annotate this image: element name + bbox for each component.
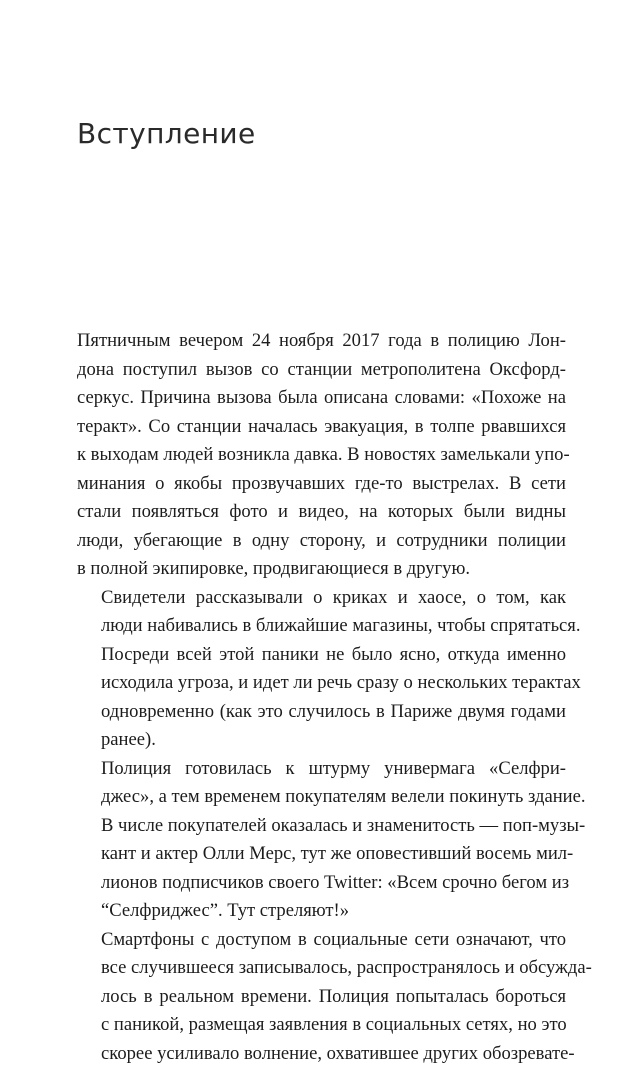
text-line: Полиция готовилась к штурму универмага «Селфри- [77, 755, 566, 784]
text-line: лионов подписчиков своего Twitter: «Всем срочно бегом из [77, 869, 566, 898]
text-line: стали появляться фото и видео, на которых были видны [77, 498, 566, 527]
text-line: Смартфоны с доступом в социальные сети означают, что [77, 926, 566, 955]
paragraph-3 [77, 755, 566, 926]
text-line: скорее усиливало волнение, охватившее других обозревате- [77, 1040, 566, 1068]
text-line: к выходам людей возникла давка. В новостях замелькали упо- [77, 441, 566, 470]
text-line: дона поступил вызов со станции метрополитена Оксфорд- [77, 356, 566, 385]
text-line: кант и актер Олли Мерс, тут же оповестивший восемь мил- [77, 840, 566, 869]
paragraph-1 [77, 327, 566, 584]
text-line: с паникой, размещая заявления в социальных сетях, но это [77, 1011, 566, 1040]
text-line: люди набивались в ближайшие магазины, чтобы спрятаться. [77, 612, 566, 641]
chapter-title: Вступление [77, 114, 256, 154]
text-line: исходила угроза, и идет ли речь сразу о нескольких терактах [77, 669, 566, 698]
text-line: люди, убегающие в одну сторону, и сотрудники полиции [77, 527, 566, 556]
text-line: ранее). [77, 726, 566, 755]
text-line: одновременно (как это случилось в Париже двумя годами [77, 698, 566, 727]
text-line: Пятничным вечером 24 ноября 2017 года в полицию Лон- [77, 327, 566, 356]
text-line: в полной экипировке, продвигающиеся в другую. [77, 555, 566, 584]
text-line: теракт». Со станции началась эвакуация, в толпе рвавшихся [77, 413, 566, 442]
text-line: минания о якобы прозвучавших где-то выстрелах. В сети [77, 470, 566, 499]
text-line: все случившееся записывалось, распространялось и обсужда- [77, 954, 566, 983]
text-line: Посреди всей этой паники не было ясно, откуда именно [77, 641, 566, 670]
text-line: серкус. Причина вызова была описана словами: «Похоже на [77, 384, 566, 413]
paragraph-4 [77, 926, 566, 1068]
text-line: Свидетели рассказывали о криках и хаосе, о том, как [77, 584, 566, 613]
body-text [77, 327, 566, 1068]
text-line: джес», а тем временем покупателям велели покинуть здание. [77, 783, 566, 812]
text-line: лось в реальном времени. Полиция попыталась бороться [77, 983, 566, 1012]
text-line: “Селфриджес”. Тут стреляют!» [77, 897, 566, 926]
text-line: В числе покупателей оказалась и знаменитость — поп-музы- [77, 812, 566, 841]
paragraph-2 [77, 584, 566, 755]
